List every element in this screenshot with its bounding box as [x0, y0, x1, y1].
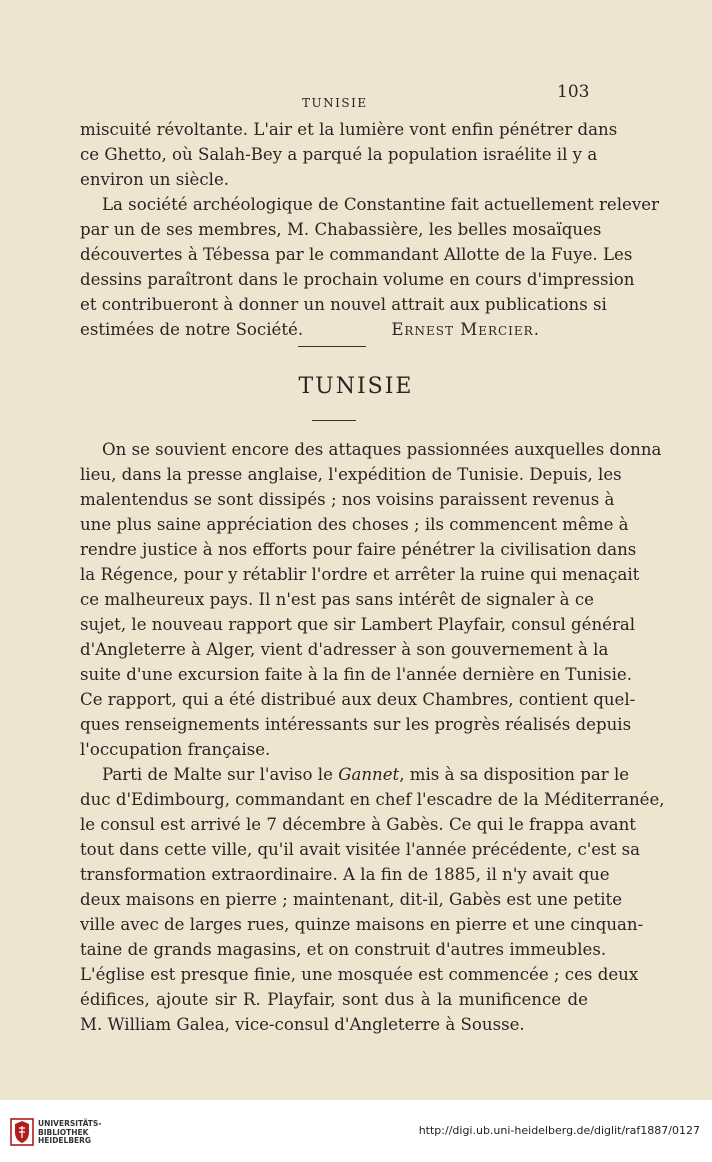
- text-fragment: Parti de Malte sur l'aviso le: [102, 765, 339, 784]
- section-body: [80, 437, 665, 1037]
- viewer-footer: [0, 1100, 712, 1162]
- text-line: suite d'une excursion faite à la fin de l'année dernière en Tunisie.: [80, 665, 633, 684]
- text-line: environ un siècle.: [80, 170, 230, 189]
- page-number: 103: [557, 82, 590, 102]
- text-line: La société archéologique de Constantine fait actuellement relever: [102, 195, 660, 214]
- text-line: ville avec de larges rues, quinze maisons en pierre et une cinquan-: [80, 915, 644, 934]
- text-line: M. William Galea, vice-consul d'Angleterre à Sousse.: [80, 1015, 525, 1034]
- text-line: duc d'Edimbourg, commandant en chef l'escadre de la Méditerranée,: [80, 790, 665, 809]
- section-divider-top: [298, 346, 366, 347]
- section-divider-bottom: [312, 420, 356, 421]
- text-line: d'Angleterre à Alger, vient d'adresser à son gouvernement à la: [80, 640, 609, 659]
- text-line: taine de grands magasins, et on construit d'autres immeubles.: [80, 940, 607, 959]
- source-url-link[interactable]: http://digi.ub.uni-heidelberg.de/diglit/raf1887/0127: [418, 1124, 700, 1137]
- text-line: par un de ses membres, M. Chabassière, les belles mosaïques: [80, 220, 602, 239]
- ship-name: Gannet: [338, 765, 400, 784]
- library-logo-text: [38, 1120, 101, 1146]
- text-line: transformation extraordinaire. A la fin de 1885, il n'y avait que: [80, 865, 610, 884]
- text-line: tout dans cette ville, qu'il avait visitée l'année précédente, c'est sa: [80, 840, 640, 859]
- library-name-line: HEIDELBERG: [38, 1136, 92, 1145]
- text-line: ques renseignements intéressants sur les progrès réalisés depuis: [80, 715, 632, 734]
- text-line: édifices, ajoute sir R. Playfair, sont dus à la munificence de: [80, 990, 588, 1009]
- text-line: découvertes à Tébessa par le commandant Allotte de la Fuye. Les: [80, 245, 633, 264]
- running-head: TUNISIE: [302, 96, 368, 110]
- text-line: l'occupation française.: [80, 740, 271, 759]
- text-line: le consul est arrivé le 7 décembre à Gabès. Ce qui le frappa avant: [80, 815, 636, 834]
- text-line: deux maisons en pierre ; maintenant, dit-il, Gabès est une petite: [80, 890, 623, 909]
- previous-article-text: [80, 117, 660, 342]
- text-line: [80, 762, 630, 787]
- signature-line: [80, 317, 588, 342]
- text-line: dessins paraîtront dans le prochain volume en cours d'impression: [80, 270, 635, 289]
- text-line: malentendus se sont dissipés ; nos voisins paraissent revenus à: [80, 490, 615, 509]
- text-line: miscuité révoltante. L'air et la lumière vont enfin pénétrer dans: [80, 120, 618, 139]
- text-line: lieu, dans la presse anglaise, l'expédition de Tunisie. Depuis, les: [80, 465, 622, 484]
- text-line: et contribueront à donner un nouvel attrait aux publications si: [80, 295, 607, 314]
- text-fragment: , mis à sa disposition par le: [399, 765, 630, 784]
- text-line: la Régence, pour y rétablir l'ordre et arrêter la ruine qui menaçait: [80, 565, 640, 584]
- text-line: une plus saine appréciation des choses ; ils commencent même à: [80, 515, 629, 534]
- author-signature: Ernest Mercier.: [391, 320, 540, 339]
- text-line: sujet, le nouveau rapport que sir Lambert Playfair, consul général: [80, 615, 636, 634]
- text-line: ce Ghetto, où Salah-Bey a parqué la population israélite il y a: [80, 145, 598, 164]
- section-title: TUNISIE: [298, 374, 414, 399]
- library-name-line: UNIVERSITÄTS-: [38, 1119, 102, 1128]
- library-name-line: BIBLIOTHEK: [38, 1127, 89, 1137]
- text-line: ce malheureux pays. Il n'est pas sans intérêt de signaler à ce: [80, 590, 594, 609]
- text-line: rendre justice à nos efforts pour faire pénétrer la civilisation dans: [80, 540, 637, 559]
- text-line: estimées de notre Société.: [80, 320, 304, 339]
- text-line: L'église est presque finie, une mosquée est commencée ; ces deux: [80, 965, 639, 984]
- text-line: On se souvient encore des attaques passionnées auxquelles donna: [102, 440, 662, 459]
- text-line: Ce rapport, qui a été distribué aux deux Chambres, contient quel-: [80, 690, 636, 709]
- university-seal-icon: [10, 1118, 34, 1146]
